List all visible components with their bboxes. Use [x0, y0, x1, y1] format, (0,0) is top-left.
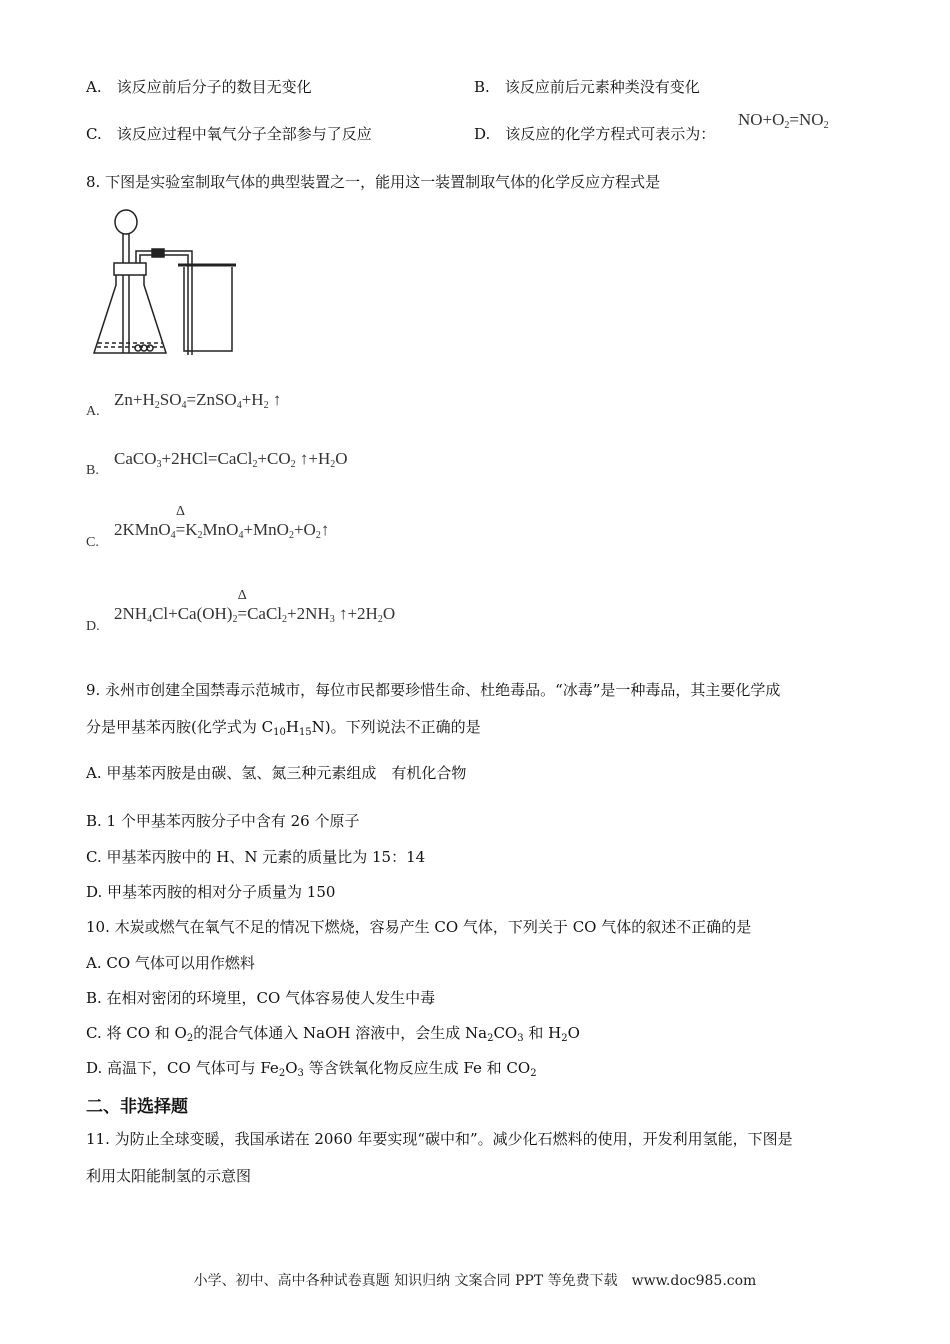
q8-equation-a: $Zn+H_2SO_4=ZnSO_4+H_2$ ↑: [114, 390, 282, 411]
q9-option-a: A. 甲基苯丙胺是由碳、氢、氮三种元素组成 有机化合物: [86, 764, 467, 782]
q10-stem: 10. 木炭或燃气在氧气不足的情况下燃烧，容易产生 CO 气体，下列关于 CO 气体的叙述不正确的是: [86, 918, 752, 936]
q7-option-b: B. 该反应前后元素种类没有变化: [474, 78, 700, 96]
q8-equation-c: 2KMnO$_4$ Δ $=K_2MnO_4+MnO_2+O_2↑$: [114, 504, 330, 541]
q7-option-a: A. 该反应前后分子的数目无变化: [86, 78, 312, 96]
q8-equation-b: $CaCO_3+2HCl=CaCl_2+CO_2$ $↑+H_2O$: [114, 449, 348, 470]
q10-option-c: C. 将 CO 和 $O_2$的混合气体通入 NaOH 溶液中，会生成 $Na_2CO_3$ 和 $H_2O$: [86, 1024, 580, 1044]
q7-option-c: C. 该反应过程中氧气分子全部参与了反应: [86, 125, 372, 143]
q9-option-d: D. 甲基苯丙胺的相对分子质量为 150: [86, 883, 336, 901]
q8-label-c: C.: [86, 535, 99, 550]
q8-equation-d: $2NH_4Cl+Ca(OH)_2$ Δ $=CaCl_2+2NH_3$ $↑+2H_2O$: [114, 588, 396, 625]
q10-option-a: A. CO 气体可以用作燃料: [86, 954, 255, 972]
q9-stem-line1: 9. 永州市创建全国禁毒示范城市，每位市民都要珍惜生命、杜绝毒品。“冰毒”是一种毒品，其主要化学成: [86, 681, 781, 699]
q8-label-b: B.: [86, 463, 99, 478]
q7-option-d: D. 该反应的化学方程式可表示为：: [474, 125, 716, 143]
q9-option-c: C. 甲基苯丙胺中的 H、N 元素的质量比为 15：14: [86, 848, 426, 866]
q11-line1: 11. 为防止全球变暖，我国承诺在 2060 年要实现“碳中和”。减少化石燃料的使用，开发利用氢能，下图是: [86, 1130, 793, 1148]
q8-label-a: A.: [86, 404, 100, 419]
q10-option-d: D. 高温下，CO 气体可与 $Fe_2O_3$ 等含铁氧化物反应生成 Fe 和 $CO_2$: [86, 1059, 537, 1079]
section-heading: 二、非选择题: [86, 1097, 188, 1117]
q9-stem-line2: 分是甲基苯丙胺(化学式为 $C_{10}H_{15}N$)。下列说法不正确的是: [86, 718, 481, 738]
q8-stem: 8. 下图是实验室制取气体的典型装置之一，能用这一装置制取气体的化学反应方程式是: [86, 173, 661, 191]
q10-option-b: B. 在相对密闭的环境里，CO 气体容易使人发生中毒: [86, 989, 436, 1007]
q7-equation: $NO+O_2=NO_2$: [738, 110, 829, 131]
page-footer: 小学、初中、高中各种试卷真题 知识归纳 文案合同 PPT 等免费下载 www.doc985.com: [193, 1273, 757, 1289]
q11-line2: 利用太阳能制氢的示意图: [86, 1167, 252, 1185]
q8-label-d: D.: [86, 619, 100, 634]
q9-option-b: B. 1 个甲基苯丙胺分子中含有 26 个原子: [86, 812, 360, 830]
gas-apparatus-diagram: [86, 205, 246, 365]
